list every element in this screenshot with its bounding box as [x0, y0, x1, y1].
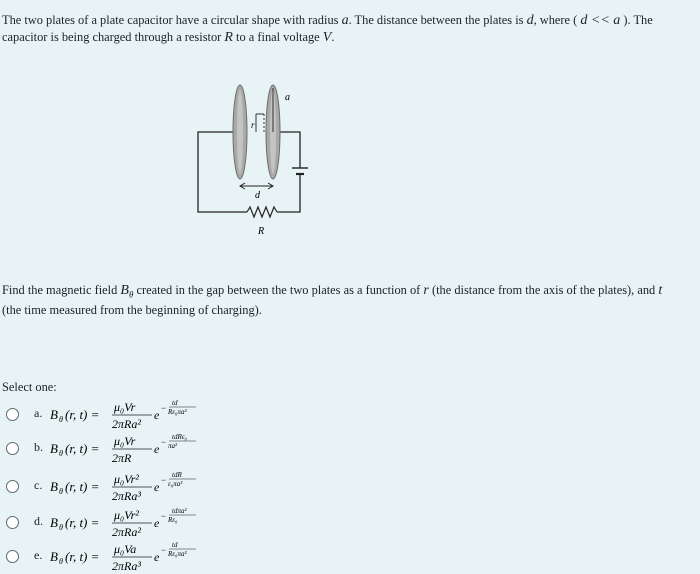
text-run: Find the magnetic field [2, 283, 121, 297]
text-run: (the time measured from the beginning of charging). [2, 303, 262, 318]
formula-lhs: B [50, 479, 58, 494]
formula [50, 398, 220, 432]
var-r: r [423, 283, 429, 298]
formula-numerator: μ₀Va [114, 542, 137, 556]
exp-minus: − [161, 403, 167, 413]
answer-option[interactable] [6, 398, 306, 432]
formula [50, 470, 220, 504]
formula-subscript: θ [59, 449, 63, 458]
formula [50, 540, 220, 574]
exp-numerator: tdR [172, 471, 182, 479]
answer-option[interactable] [6, 432, 306, 466]
formula-denominator: 2πRa² [112, 525, 141, 539]
exp-minus: − [161, 511, 167, 521]
label-r: r [251, 120, 255, 130]
formula-denominator: 2πRa³ [112, 489, 141, 503]
formula-denominator: 2πR [112, 451, 132, 465]
text-run: The two plates of a plate capacitor have a circular shape with radius [2, 13, 342, 27]
text-run: capacitor is being charged through a resistor [2, 30, 225, 44]
var-t: t [658, 283, 663, 298]
radio-button[interactable] [6, 550, 19, 563]
radio-button[interactable] [6, 442, 19, 455]
exp-numerator: td [172, 541, 178, 549]
formula-numerator: μ₀Vr [114, 400, 136, 414]
formula-numerator: μ₀Vr² [114, 472, 139, 486]
formula-numerator: μ₀Vr² [114, 508, 139, 522]
formula-numerator: μ₀Vr [114, 434, 136, 448]
exp-denominator: Rε₀ [168, 516, 178, 524]
radio-button[interactable] [6, 408, 19, 421]
question-text-1 [2, 12, 692, 46]
exp-denominator: Rε₀πa² [168, 408, 187, 416]
circuit-wire-right-bottom [277, 175, 300, 212]
formula-lhs: B [50, 515, 58, 530]
formula-denominator: 2πRa³ [112, 559, 141, 573]
subscript-theta: θ [128, 289, 134, 300]
exp-base: e [154, 480, 160, 494]
formula [50, 506, 220, 540]
option-letter: a. [34, 406, 43, 420]
exp-base: e [154, 550, 160, 564]
exp-denominator: πa² [168, 442, 178, 450]
var-d: d [526, 13, 534, 28]
plate-highlight [237, 90, 243, 174]
option-letter: b. [34, 440, 43, 454]
formula-lhs: B [50, 441, 58, 456]
var-R: R [224, 30, 233, 45]
exp-base: e [154, 516, 160, 530]
formula-lhs: B [50, 549, 58, 564]
formula-subscript: θ [59, 557, 63, 566]
exp-minus: − [161, 545, 167, 555]
text-run: (the distance from the axis of the plates), and [428, 283, 659, 297]
capacitor-circuit-figure [190, 70, 340, 240]
resistor [247, 207, 277, 217]
var-V: V [322, 30, 332, 45]
formula-subscript: θ [59, 487, 63, 496]
exp-base: e [154, 442, 160, 456]
formula-args: (r, t) = [65, 479, 100, 494]
radio-button[interactable] [6, 480, 19, 493]
formula-lhs: B [50, 407, 58, 422]
exp-numerator: td [172, 399, 178, 407]
exp-minus: − [161, 437, 167, 447]
radio-button[interactable] [6, 516, 19, 529]
label-d: d [255, 190, 260, 201]
select-one-label: Select one: [2, 380, 57, 394]
formula-args: (r, t) = [65, 515, 100, 530]
var-a: a [341, 13, 349, 28]
formula-args: (r, t) = [65, 549, 100, 564]
option-letter: c. [34, 478, 43, 492]
exp-denominator: Rε₀πa² [168, 550, 187, 558]
text-run: to a final voltage [232, 30, 323, 44]
text-run: . [331, 30, 335, 44]
answer-option[interactable] [6, 470, 306, 504]
exp-numerator: tdRε₀ [172, 433, 187, 441]
formula [50, 432, 220, 466]
label-R: R [258, 226, 265, 237]
condition: d << a [580, 13, 621, 28]
var-B: B [120, 283, 129, 298]
text-run: created in the gap between the two plates as a function of [133, 283, 424, 297]
text-run: , where ( [533, 13, 581, 27]
formula-args: (r, t) = [65, 407, 100, 422]
exp-base: e [154, 408, 160, 422]
exp-minus: − [161, 475, 167, 485]
formula-subscript: θ [59, 523, 63, 532]
option-letter: e. [34, 548, 43, 562]
question-text-2 [2, 282, 692, 318]
text-run: . The distance between the plates is [348, 13, 527, 27]
answer-option[interactable] [6, 506, 306, 540]
formula-denominator: 2πRa² [112, 417, 141, 431]
exp-denominator: ε₀πa² [168, 480, 183, 488]
formula-subscript: θ [59, 415, 63, 424]
formula-args: (r, t) = [65, 441, 100, 456]
label-a: a [285, 92, 290, 103]
text-run: ). The [620, 13, 653, 27]
option-letter: d. [34, 514, 43, 528]
answer-option[interactable] [6, 540, 306, 574]
exp-numerator: tdπa² [172, 507, 187, 515]
